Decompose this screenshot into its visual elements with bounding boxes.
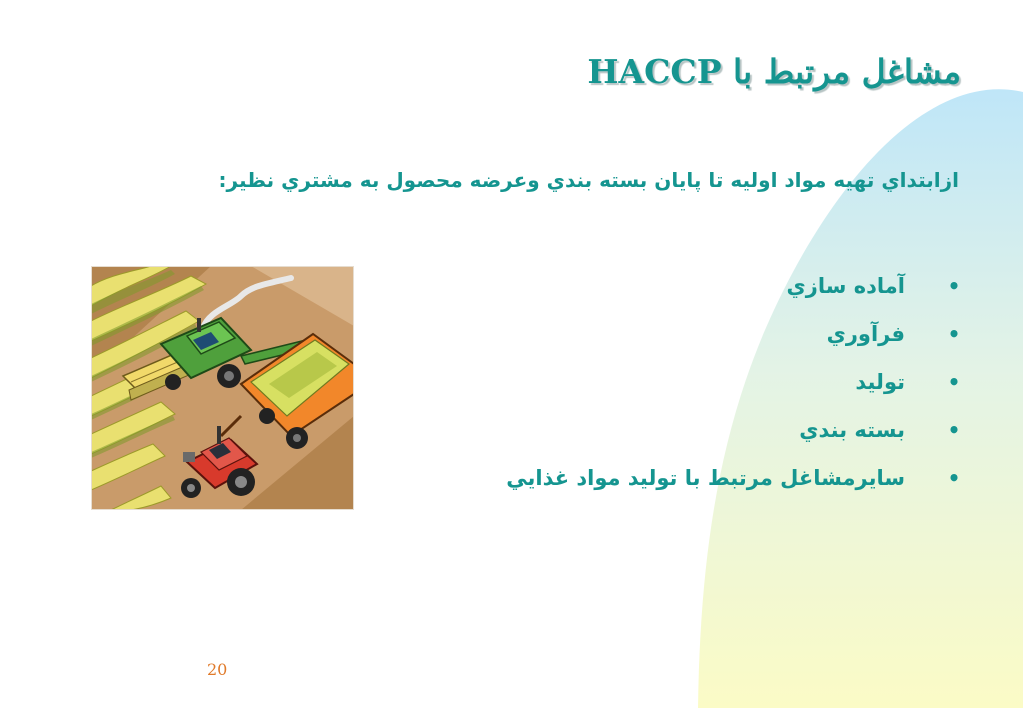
bullet-icon: • <box>947 274 961 298</box>
bullet-item-processing <box>506 310 961 358</box>
bullet-label: توليد <box>855 370 905 394</box>
bullet-icon: • <box>947 322 961 346</box>
bullet-item-other-jobs <box>506 454 961 502</box>
bullet-list <box>506 262 961 502</box>
bullet-label: فرآوري <box>826 322 905 346</box>
slide-title: مشاغل مرتبط با HACCP <box>587 52 961 91</box>
bullet-item-preparation <box>506 262 961 310</box>
page-number: 20 <box>207 660 228 679</box>
bullet-icon: • <box>947 418 961 442</box>
bullet-label: آماده سازي <box>786 274 905 298</box>
slide-subtitle: ازابتداي تهيه مواد اوليه تا پايان بسته بندي وعرضه محصول به مشتري نظير: <box>218 168 959 192</box>
bullet-icon: • <box>947 370 961 394</box>
bullet-item-production <box>506 358 961 406</box>
bullet-label: سايرمشاغل مرتبط با توليد مواد غذايي <box>506 466 905 490</box>
bullet-label: بسته بندي <box>799 418 905 442</box>
harvester-tractor-icon <box>91 266 354 510</box>
bullet-item-packaging <box>506 406 961 454</box>
bullet-icon: • <box>947 466 961 490</box>
